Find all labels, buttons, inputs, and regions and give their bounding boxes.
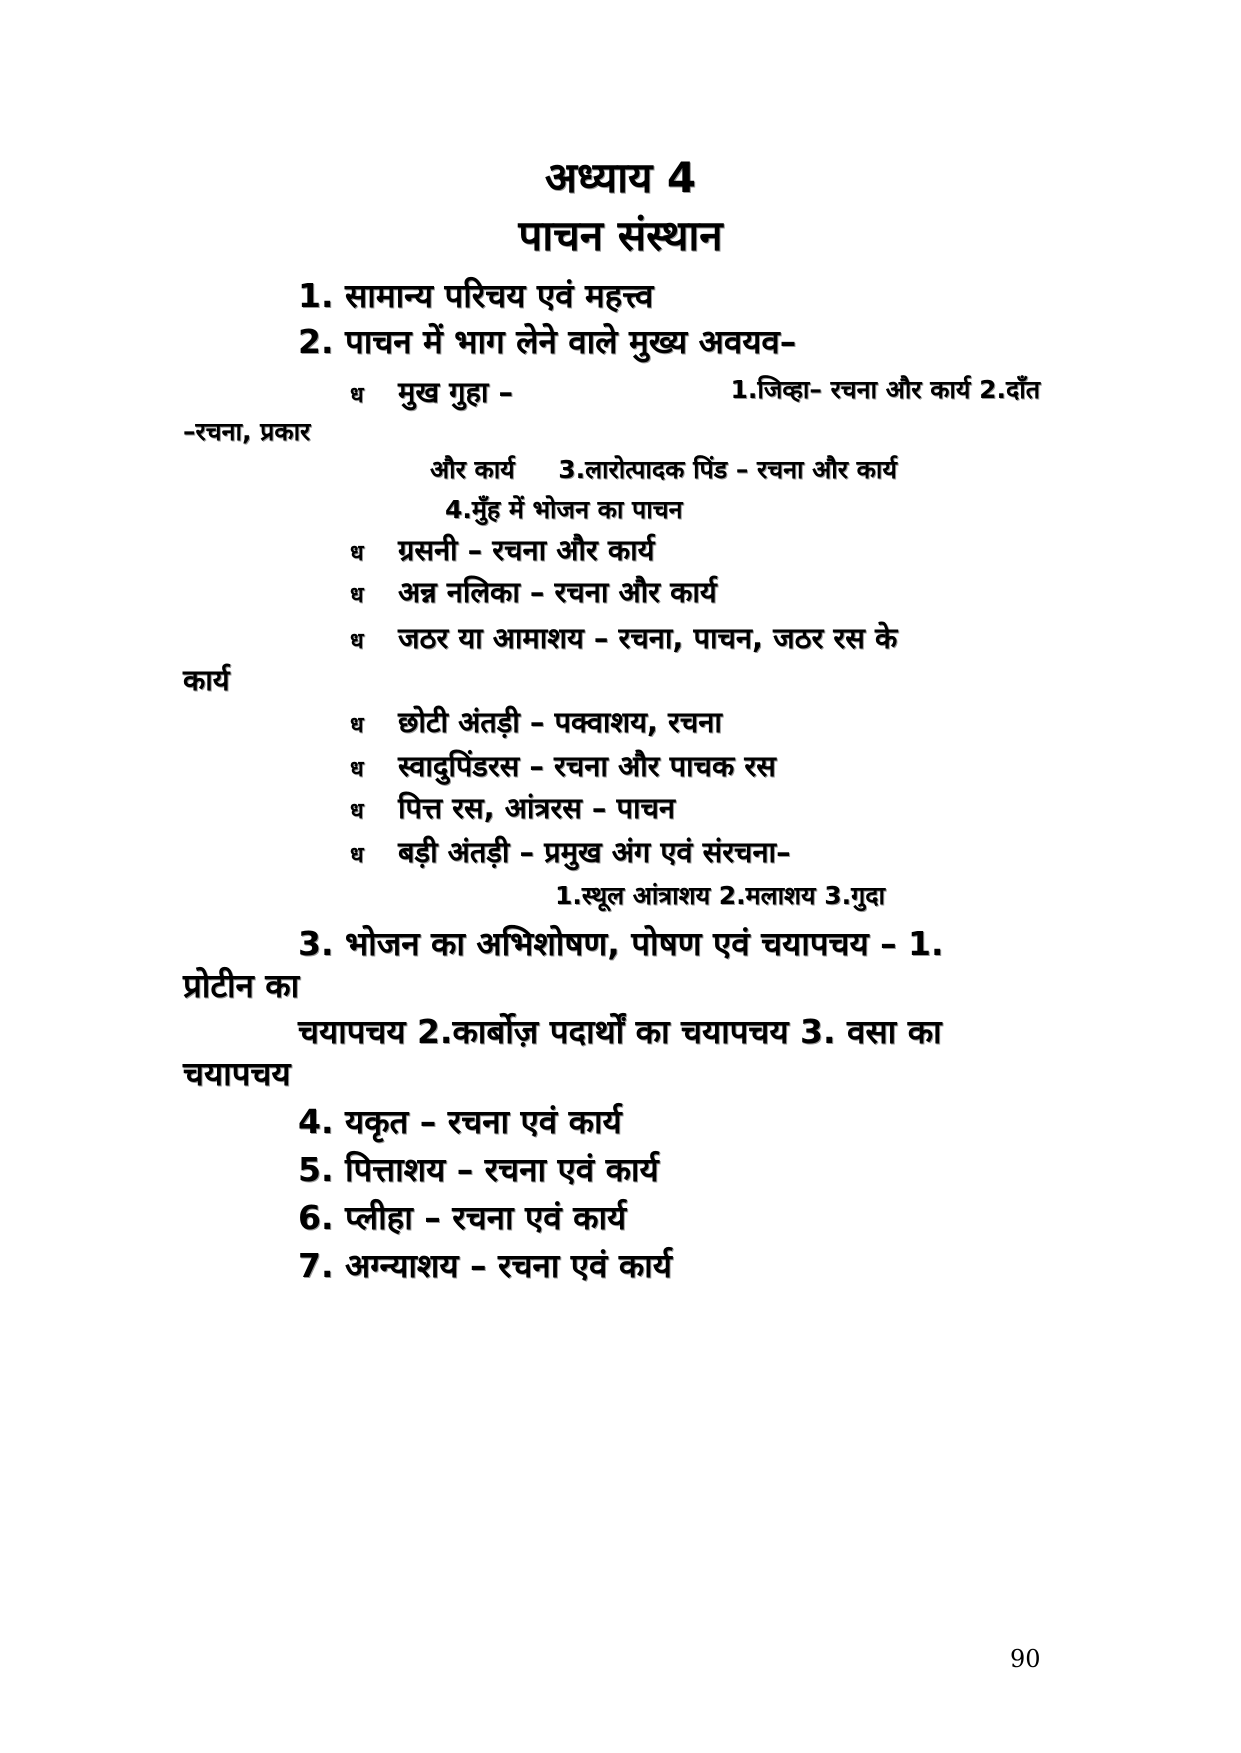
mouth-rest: 1.जिव्हा– रचना और कार्य 2.दाँत bbox=[730, 375, 1040, 404]
bile-line bbox=[350, 788, 675, 827]
large-intestine-text: बड़ी अंतड़ी – प्रमुख अंग एवं संरचना– bbox=[398, 835, 791, 869]
item-3-cont-2: चयापचय 2.कार्बोज़ पदार्थों का चयापचय 3. वसा का bbox=[298, 1012, 942, 1051]
bullet-icon: ध bbox=[350, 713, 364, 738]
chapter-title: पाचन संस्थान bbox=[518, 211, 723, 260]
pancreatic-juice-line bbox=[350, 746, 776, 785]
item-5: 5. पित्ताशय – रचना एवं कार्य bbox=[298, 1150, 659, 1189]
esophagus-text: अन्न नलिका – रचना और कार्य bbox=[398, 575, 717, 609]
bullet-icon: ध bbox=[350, 629, 364, 654]
page-number: 90 bbox=[1010, 1645, 1041, 1673]
item-3: 3. भोजन का अभिशोषण, पोषण एवं चयापचय – 1. bbox=[298, 924, 944, 963]
mouth-cont-1: –रचना, प्रकार bbox=[183, 417, 311, 446]
esophagus-line bbox=[350, 572, 717, 611]
small-intestine-line bbox=[350, 702, 722, 741]
mouth-cont-2: और कार्य 3.लारोत्पादक पिंड – रचना और कार्य bbox=[430, 455, 897, 484]
item-3-cont-1: प्रोटीन का bbox=[183, 966, 300, 1005]
small-intestine-text: छोटी अंतड़ी – पक्वाशय, रचना bbox=[398, 705, 722, 739]
stomach-text: जठर या आमाशय – रचना, पाचन, जठर रस के bbox=[398, 621, 898, 655]
stomach-cont: कार्य bbox=[183, 663, 230, 697]
bullet-icon: ध bbox=[350, 757, 364, 782]
item-3-cont-3: चयापचय bbox=[183, 1054, 291, 1093]
pancreatic-juice-text: स्वादुपिंडरस – रचना और पाचक रस bbox=[398, 749, 776, 783]
stomach-line bbox=[350, 618, 1040, 657]
item-7: 7. अग्न्याशय – रचना एवं कार्य bbox=[298, 1246, 672, 1285]
bullet-icon: ध bbox=[350, 799, 364, 824]
bullet-icon: ध bbox=[350, 843, 364, 868]
large-intestine-cont: 1.स्थूल आंत्राशय 2.मलाशय 3.गुदा bbox=[555, 881, 885, 910]
bile-text: पित्त रस, आंत्ररस – पाचन bbox=[398, 791, 675, 825]
bullet-icon: ध bbox=[350, 583, 364, 608]
bullet-icon: ध bbox=[350, 541, 364, 566]
item-6: 6. प्लीहा – रचना एवं कार्य bbox=[298, 1198, 627, 1237]
pharynx-text: ग्रसनी – रचना और कार्य bbox=[398, 533, 655, 567]
item-2: 2. पाचन में भाग लेने वाले मुख्य अवयव– bbox=[298, 322, 797, 361]
mouth-line bbox=[350, 372, 1040, 411]
bullet-icon: ध bbox=[350, 383, 364, 408]
mouth-head: मुख गुहा – bbox=[398, 375, 513, 409]
item-1: 1. सामान्य परिचय एवं महत्त्व bbox=[298, 276, 654, 315]
pharynx-line bbox=[350, 530, 654, 569]
item-4: 4. यकृत – रचना एवं कार्य bbox=[298, 1102, 622, 1141]
mouth-cont-3: 4.मुँह में भोजन का पाचन bbox=[445, 495, 683, 524]
large-intestine-line bbox=[350, 832, 791, 871]
chapter-heading: अध्याय 4 bbox=[544, 153, 697, 202]
